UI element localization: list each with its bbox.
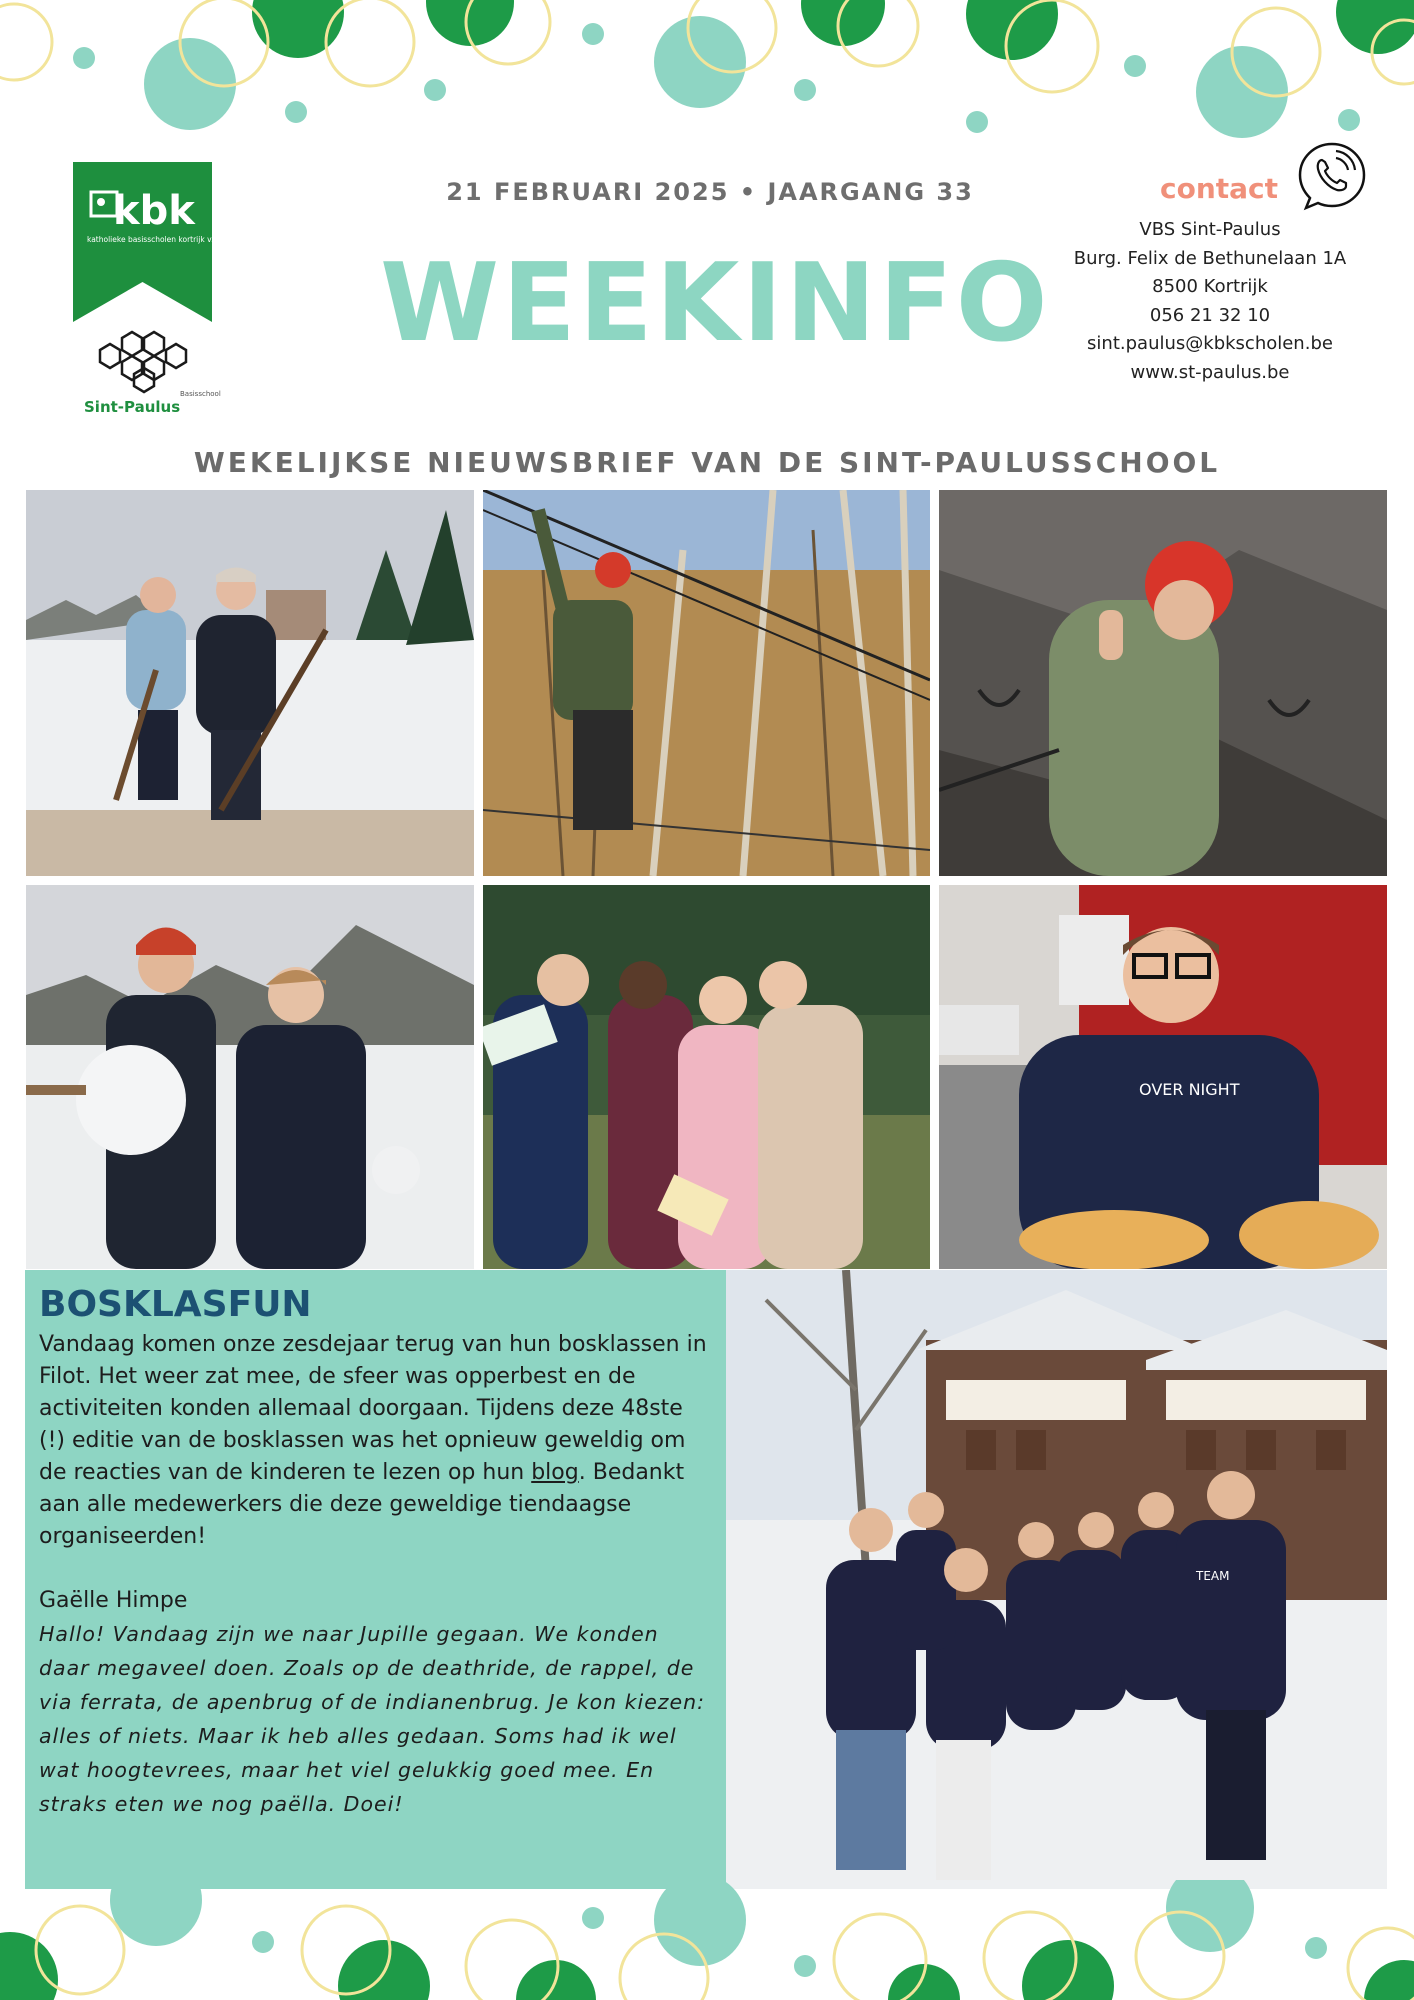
article-bosklasfun — [25, 1270, 726, 1889]
contact-school-name: VBS Sint-Paulus — [1139, 219, 1281, 240]
blog-link[interactable]: blog — [531, 1460, 579, 1485]
contact-details — [1060, 216, 1360, 387]
article-body-part-1: Vandaag komen onze zesdejaar terug van hun bosklassen in Filot. Het weer zat mee, de sfeer was opperbest en de activiteiten konden allemaal doorgaan. Tijdens deze 48ste (!) editie van de bosklassen was het opnieuw geweldig om de reacties van de kinderen te lezen op hun — [39, 1332, 707, 1485]
article-heading: BOSKLASFUN — [39, 1284, 312, 1325]
school-name-label: Sint-Paulus — [84, 398, 181, 416]
kbk-logo-mark: kbk — [113, 188, 195, 234]
school-logo — [80, 330, 221, 420]
decorative-dot-pattern-top — [0, 0, 1414, 140]
contact-phone: 056 21 32 10 — [1149, 304, 1271, 326]
school-type-label: Basisschool — [180, 390, 221, 398]
contact-website[interactable]: www.st-paulus.be — [1130, 361, 1290, 383]
kbk-logo-tagline: katholieke basisscholen kortrijk vzw — [87, 235, 212, 244]
hoodie-print: OVER NIGHT — [1139, 1080, 1240, 1099]
photo-zipline — [483, 490, 930, 876]
contact-city: 8500 Kortrijk — [1152, 276, 1268, 297]
newsletter-subtitle: WEKELIJKSE NIEUWSBRIEF VAN DE SINT-PAULUSSCHOOL — [193, 446, 1221, 479]
decorative-dot-pattern-bottom — [0, 1880, 1414, 2000]
article-body-part-2: . Bedankt aan alle medewerkers die deze geweldige tiendaagse organiseerden! — [39, 1460, 685, 1549]
photo-boy-with-pizzas — [939, 885, 1387, 1269]
issue-date-line: 21 FEBRUARI 2025 • JAARGANG 33 — [446, 178, 974, 206]
contact-street: Burg. Felix de Bethunelaan 1A — [1073, 247, 1347, 269]
article-author: Gaëlle Himpe — [39, 1588, 188, 1613]
contact-heading: contact — [1160, 172, 1279, 205]
photo-via-ferrata — [939, 490, 1387, 876]
contact-email[interactable]: sint.paulus@kbkscholen.be — [1087, 333, 1333, 354]
article-body — [39, 1329, 712, 1553]
newsletter-title: WEEKINFO — [380, 241, 1051, 366]
article-quote: Hallo! Vandaag zijn we naar Jupille gegaan. We konden daar megaveel doen. Zoals op de deathride, de rappel, de via ferrata, de apenbrug of de indianenbrug. Je kon kiezen: alles of niets. Maar ik heb alles gedaan. Soms had ik wel wat hoogtevrees, maar het viel gelukkig goed mee. En straks eten we nog paëlla. Doei! — [39, 1622, 706, 1816]
team-shirt-print: TEAM — [1196, 1569, 1230, 1583]
photo-team-group — [726, 1270, 1387, 1889]
phone-icon — [1296, 140, 1368, 212]
photo-boys-with-snowball — [26, 885, 474, 1269]
photo-four-girls — [483, 885, 930, 1269]
kbk-logo — [73, 162, 212, 322]
photo-girls-in-snow — [26, 490, 474, 876]
